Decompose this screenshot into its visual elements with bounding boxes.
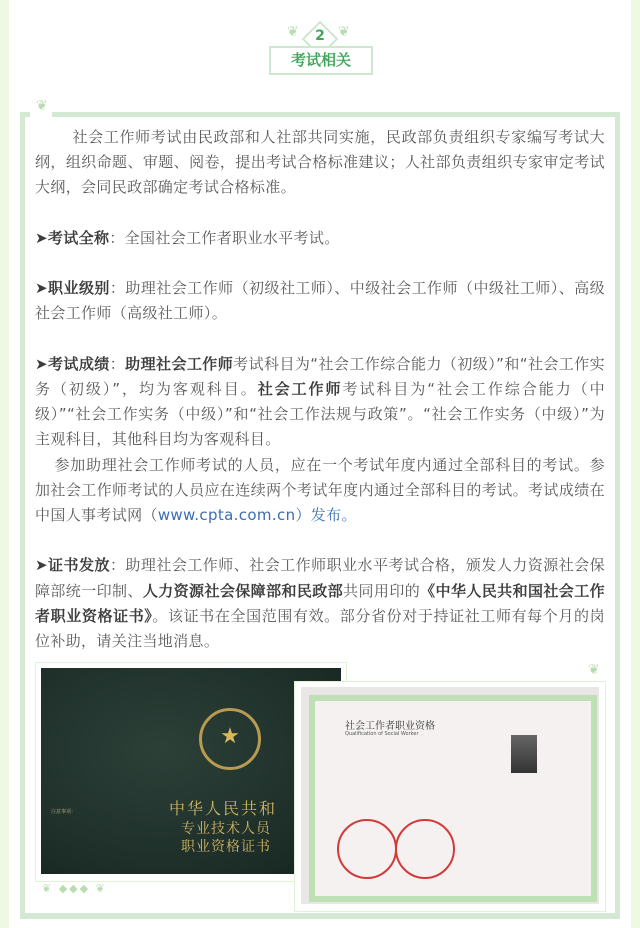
cpta-link[interactable]: www.cpta.com.cn [157,506,296,524]
score-paragraph: ➤考试成绩：助理社会工作师考试科目为“社会工作综合能力（初级）”和“社会工作实务（初级）”，均为客观科目。社会工作师考试科目为“社会工作综合能力（中级）”“社会工作实务（中级）”和“社会工作法规与政策”。“社会工作实务（中级）”为主观科目，其他科目均为客观科目。 [35,354,606,449]
certificate-title: 社会工作者职业资格 [345,721,435,732]
cover-title-lines [181,820,271,856]
exam-name-paragraph: ➤考试全称：全国社会工作者职业水平考试。 [35,228,340,247]
certificate-paragraph: ➤证书发放：助理社会工作师、社会工作师职业水平考试合格，颁发人力资源社会保障部统一印制、人力资源社会保障部和民政部共同用印的《中华人民共和国社会工作者职业资格证书》。该证书在全国范围有效。部分省份对于持证社工师有每个月的岗位补助，请关注当地消息。 [35,556,606,650]
wheat-leaf-icon: ❦ [287,24,299,40]
section-title: 考试相关 [269,46,373,75]
red-seal-icon [395,819,455,879]
cover-notes-title: 注意事项： [51,809,77,815]
decorative-dots: ❦ ◆◆◆ ❦ [42,882,107,895]
blurred-photo [511,735,537,773]
section-number: 2 [315,28,325,44]
cover-title-line3: 职业资格证书 [181,839,271,855]
cover-title-line2: 专业技术人员 [181,821,271,837]
national-emblem-icon: ★ [199,708,261,770]
certificate-subtitle: Qualification of Social Worker [345,731,419,737]
pass-paragraph: 参加助理社会工作师考试的人员，应在一个考试年度内通过全部科目的考试。参加社会工作师考试的人员应在连续两个考试年度内通过全部科目的考试。考试成绩在中国人事考试网（www.cpta.com.cn）发布。 [35,455,605,524]
wheat-leaf-icon: ❦ [36,98,48,114]
certificate-inner-image [301,687,599,904]
level-paragraph: ➤职业级别：助理社会工作师（初级社工师）、中级社会工作师（中级社工师）、高级社会工作师（高级社工师）。 [35,279,605,323]
red-seal-icon [337,819,397,879]
wheat-leaf-icon: ❦ [338,24,350,40]
cover-title-line1: 中华人民共和 [169,799,278,818]
intro-paragraph: 社会工作师考试由民政部和人社部共同实施，民政部负责组织专家编写考试大纲，组织命题、审题、阅卷，提出考试合格标准建议；人社部负责组织专家审定考试大纲，会同民政部确定考试合格标准。 [35,128,605,197]
wheat-leaf-icon: ❦ [588,662,600,678]
article-body [35,125,605,654]
